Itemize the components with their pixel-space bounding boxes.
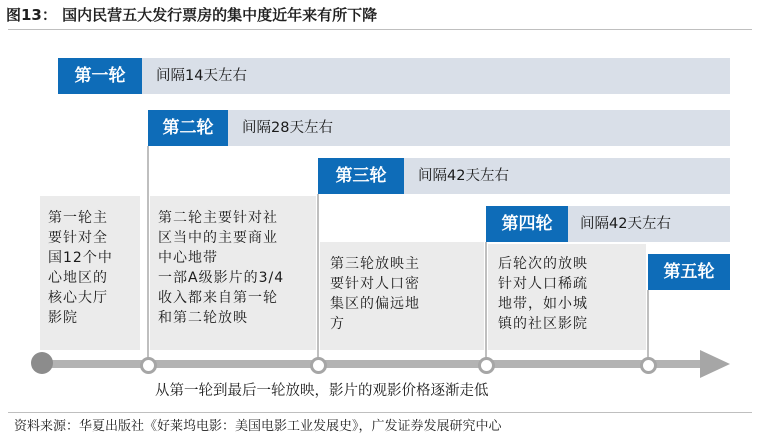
round-3-connector bbox=[317, 194, 319, 360]
timeline-axis bbox=[34, 360, 704, 368]
desc-line: 核心大厅 bbox=[48, 290, 108, 306]
round-3-description bbox=[330, 254, 420, 334]
round-2-bar bbox=[148, 110, 730, 146]
round-5-connector bbox=[647, 290, 649, 360]
timeline-dot-round-2 bbox=[140, 357, 157, 374]
desc-line: 第二轮主要针对社 bbox=[158, 210, 278, 226]
round-2-interval: 间隔28天左右 bbox=[242, 120, 333, 136]
round-4-interval: 间隔42天左右 bbox=[580, 216, 671, 232]
round-1-description-box bbox=[40, 196, 140, 350]
figure-title: 图13： 国内民营五大发行票房的集中度近年来有所下降 bbox=[6, 6, 378, 24]
desc-line: 针对人口稀疏 bbox=[498, 276, 588, 292]
timeline-dot-round-3 bbox=[310, 357, 327, 374]
source-divider bbox=[8, 412, 752, 413]
desc-line: 心地区的 bbox=[48, 270, 108, 286]
round-4-description-box bbox=[488, 244, 646, 350]
desc-line: 要针对人口密 bbox=[330, 276, 420, 292]
desc-line: 后轮次的放映 bbox=[498, 256, 588, 272]
round-1-label: 第一轮 bbox=[58, 58, 142, 94]
desc-line: 第三轮放映主 bbox=[330, 256, 420, 272]
round-2-label: 第二轮 bbox=[148, 110, 228, 146]
round-4-label: 第四轮 bbox=[486, 206, 568, 242]
timeline-dot-round-4 bbox=[478, 357, 495, 374]
round-4-description bbox=[498, 254, 588, 334]
round-2-connector bbox=[147, 146, 149, 360]
round-4-connector bbox=[485, 242, 487, 360]
timeline-dot-round-5 bbox=[640, 357, 657, 374]
desc-line: 第一轮主 bbox=[48, 210, 108, 226]
round-3-label: 第三轮 bbox=[318, 158, 404, 194]
timeline-arrowhead bbox=[700, 350, 730, 378]
round-2-description bbox=[158, 208, 284, 328]
round-3-description-box bbox=[320, 242, 484, 350]
desc-line: 国12个中 bbox=[48, 250, 113, 266]
desc-line: 方 bbox=[330, 316, 345, 332]
title-divider bbox=[8, 29, 752, 30]
round-2-description-box bbox=[150, 196, 316, 350]
round-3-interval: 间隔42天左右 bbox=[418, 168, 509, 184]
round-1-description bbox=[48, 208, 113, 328]
source-note: 资料来源：华夏出版社《好莱坞电影：美国电影工业发展史》，广发证券发展研究中心 bbox=[14, 419, 502, 434]
desc-line: 一部A级影片的3/4 bbox=[158, 270, 285, 286]
desc-line: 区当中的主要商业 bbox=[158, 230, 278, 246]
timeline-caption: 从第一轮到最后一轮放映，影片的观影价格逐渐走低 bbox=[155, 383, 489, 399]
round-1-interval: 间隔14天左右 bbox=[156, 68, 247, 84]
desc-line: 和第二轮放映 bbox=[158, 310, 248, 326]
desc-line: 收入都来自第一轮 bbox=[158, 290, 278, 306]
timeline-start-dot bbox=[31, 352, 53, 374]
desc-line: 镇的社区影院 bbox=[498, 316, 588, 332]
desc-line: 要针对全 bbox=[48, 230, 108, 246]
round-5-label: 第五轮 bbox=[648, 254, 730, 290]
desc-line: 集区的偏远地 bbox=[330, 296, 420, 312]
desc-line: 中心地带 bbox=[158, 250, 218, 266]
desc-line: 地带，如小城 bbox=[498, 296, 588, 312]
desc-line: 影院 bbox=[48, 310, 78, 326]
